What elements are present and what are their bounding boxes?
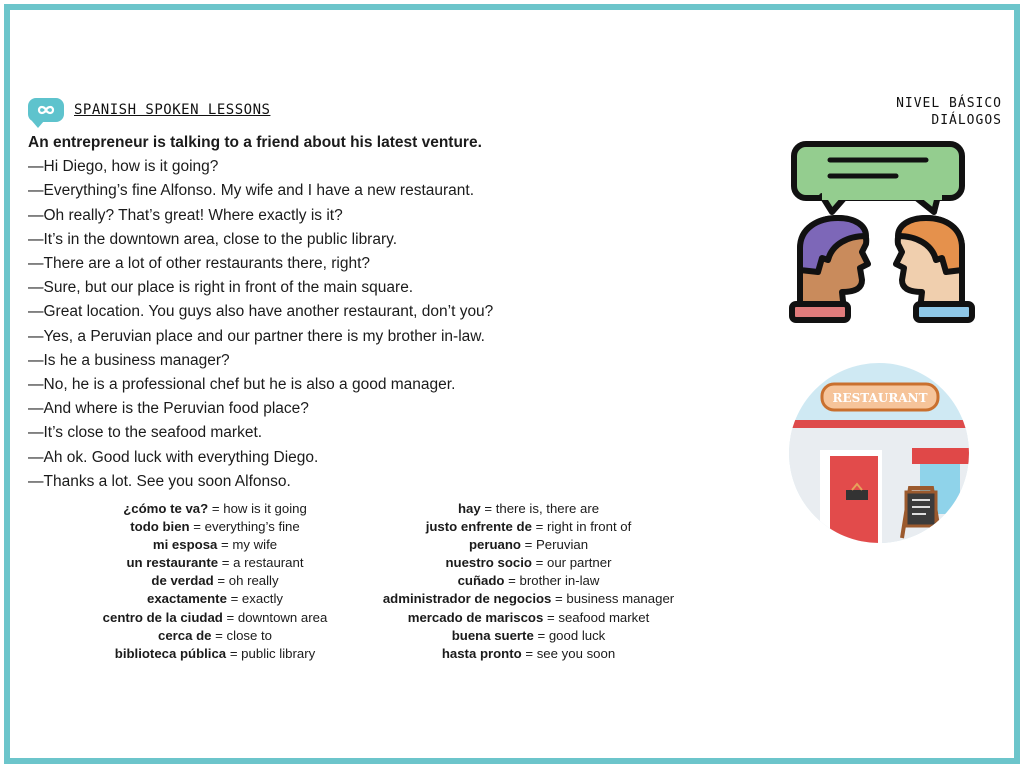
vocab-term: nuestro socio (445, 555, 532, 571)
vocab-item (356, 554, 701, 572)
vocab-meaning: = brother in-law (504, 573, 600, 589)
vocab-item (356, 572, 701, 590)
dialogue-line: —It’s in the downtown area, close to the public library. (28, 230, 398, 248)
vocab-item (356, 536, 701, 554)
vocab-term: mi esposa (152, 537, 218, 553)
vocabulary-left (40, 500, 390, 663)
vocab-term: hasta pronto (441, 645, 522, 661)
vocab-term: todo bien (130, 519, 190, 535)
vocab-item (356, 609, 701, 627)
vocab-item (40, 572, 390, 590)
vocab-term: hay (457, 501, 481, 516)
vocab-term: peruano (468, 537, 521, 553)
dialogue-line: —Ah ok. Good luck with everything Diego. (28, 448, 319, 466)
vocab-term: centro de la ciudad (102, 609, 223, 625)
dialogue-line: —Hi Diego, how is it going? (28, 158, 219, 176)
two-people-talking-icon (786, 140, 976, 335)
dialogue-line: —Sure, but our place is right in front of the main square. (28, 279, 414, 297)
brand-header (28, 98, 270, 122)
vocab-meaning: = how is it going (208, 501, 307, 516)
vocab-meaning: = our partner (531, 555, 612, 571)
dialogue (28, 131, 748, 494)
vocab-item (40, 590, 390, 608)
level-subtitle: DIÁLOGOS (931, 113, 1002, 128)
vocab-term: cerca de (157, 627, 212, 643)
vocab-term: buena suerte (451, 627, 534, 643)
vocab-meaning: = close to (211, 627, 272, 643)
vocab-term: administrador de negocios (382, 591, 552, 607)
dialogue-line: —Is he a business manager? (28, 351, 230, 369)
vocab-term: un restaurante (126, 555, 219, 571)
vocab-term: cuñado (457, 573, 505, 589)
vocabulary-right (356, 500, 701, 663)
dialogue-line: —Yes, a Peruvian place and our partner there is my brother in-law. (28, 327, 485, 345)
vocab-item (40, 536, 390, 554)
vocab-meaning: = everything’s fine (189, 519, 300, 535)
vocab-meaning: = right in front of (531, 519, 632, 535)
vocab-term: justo enfrente de (425, 519, 532, 535)
dialogue-line: —Oh really? That’s great! Where exactly is it? (28, 206, 343, 224)
restaurant-sign-text: RESTAURANT (832, 391, 928, 405)
vocab-meaning: = there is, there are (480, 501, 600, 516)
dialogue-line: —Thanks a lot. See you soon Alfonso. (28, 472, 291, 490)
vocab-item (40, 609, 390, 627)
vocab-term: exactamente (147, 591, 227, 607)
dialogue-line: —No, he is a professional chef but he is also a good manager. (28, 376, 456, 394)
vocab-item (40, 518, 390, 536)
vocab-item (40, 500, 390, 518)
vocab-term: de verdad (151, 573, 214, 589)
vocab-term: mercado de mariscos (407, 609, 544, 625)
vocab-meaning: = my wife (217, 537, 278, 553)
vocab-item (40, 627, 390, 645)
vocab-item (356, 645, 701, 663)
dialogue-intro: An entrepreneur is talking to a friend about his latest venture. (28, 134, 482, 151)
dialogue-line: —Great location. You guys also have another restaurant, don’t you? (28, 303, 494, 321)
vocab-item (356, 590, 701, 608)
vocab-meaning: = seafood market (543, 609, 650, 625)
brand-name: SPANISH SPOKEN LESSONS (74, 102, 271, 118)
vocab-meaning: = downtown area (222, 609, 328, 625)
vocab-meaning: = Peruvian (520, 537, 589, 553)
vocab-meaning: = oh really (213, 573, 279, 589)
vocab-meaning: = a restaurant (218, 555, 304, 571)
vocab-item (40, 645, 390, 663)
vocab-item (356, 500, 701, 518)
vocab-term: biblioteca pública (114, 645, 227, 661)
vocab-meaning: = business manager (551, 591, 675, 607)
dialogue-line: —It’s close to the seafood market. (28, 424, 263, 442)
infinity-chat-icon (28, 98, 64, 122)
vocab-item (356, 627, 701, 645)
vocab-meaning: = public library (226, 645, 316, 661)
vocab-item (40, 554, 390, 572)
level-label (896, 95, 1002, 129)
vocab-term: ¿cómo te va? (123, 501, 209, 516)
level-title: NIVEL BÁSICO (896, 96, 1002, 111)
restaurant-storefront-icon (784, 358, 974, 553)
vocab-meaning: = see you soon (521, 645, 616, 661)
vocab-meaning: = exactly (226, 591, 283, 607)
dialogue-line: —And where is the Peruvian food place? (28, 400, 309, 418)
dialogue-line: —Everything’s fine Alfonso. My wife and I have a new restaurant. (28, 182, 475, 200)
vocab-meaning: = good luck (533, 627, 606, 643)
vocab-item (356, 518, 701, 536)
dialogue-line: —There are a lot of other restaurants there, right? (28, 255, 371, 273)
